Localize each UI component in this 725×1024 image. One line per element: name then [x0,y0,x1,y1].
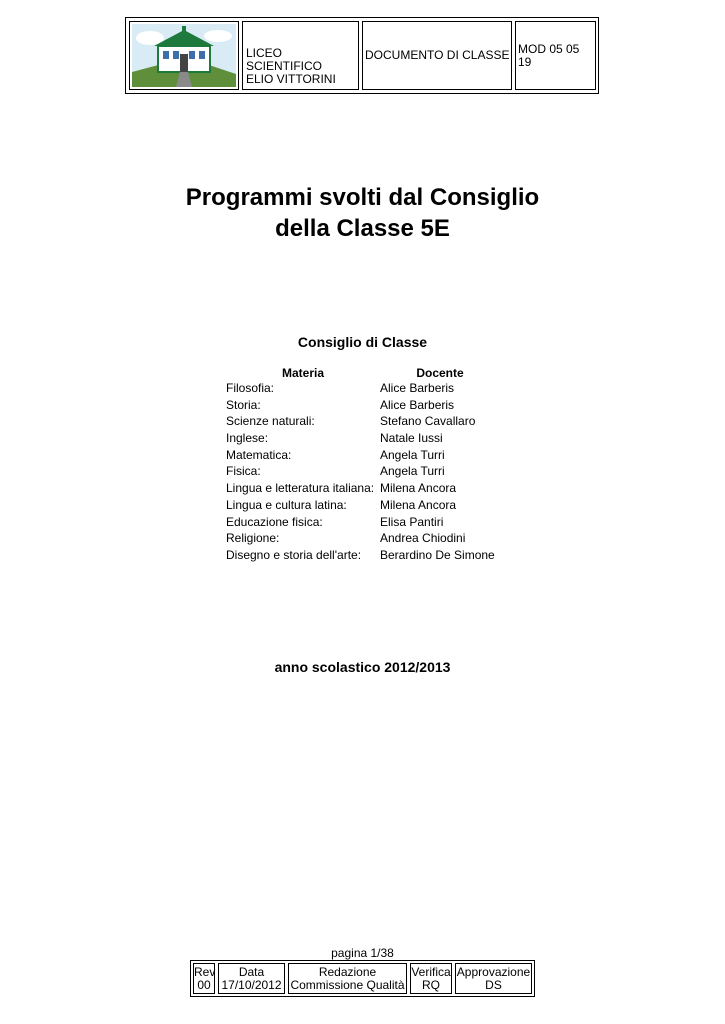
teacher-cell: Alice Barberis [380,397,455,412]
school-year: anno scolastico 2012/2013 [274,659,451,675]
teacher-cell: Andrea Chiodini [380,531,466,546]
council-row [226,413,510,430]
teacher-cell: Alice Barberis [380,381,455,395]
teacher-cell: Angela Turri [380,464,445,479]
footer-rev-value: 00 [197,978,211,992]
council-rows [226,380,510,564]
module-code: MOD 05 05 19 [515,21,596,90]
document-type: DOCUMENTO DI CLASSE [362,21,512,90]
footer-draft [288,963,407,994]
title-line1: Programmi svolti dal Consiglio [185,184,540,211]
footer-date [218,963,285,994]
council-row [226,480,510,497]
school-name-cell [242,21,359,90]
council-row [226,397,510,414]
footer-check [410,963,452,994]
title-line2: della Classe 5E [275,215,450,242]
subject-cell: Fisica: [226,464,261,479]
subject-cell: Disegno e storia dell'arte: [226,547,362,562]
footer-approval [455,963,532,994]
footer-check-value: RQ [422,978,440,992]
school-name-line2: ELIO VITTORINI [246,72,336,86]
council-heading: Consiglio di Classe [297,334,428,350]
council-row [226,380,510,397]
teacher-cell: Milena Ancora [380,481,457,496]
subject-cell: Inglese: [226,431,269,446]
footer-draft-label: Redazione [318,965,377,979]
council-row [226,514,510,531]
council-row [226,447,510,464]
column-subject: Materia [281,366,325,380]
subject-cell: Lingua e letteratura italiana: [226,481,375,496]
footer-check-label: Verifica [411,965,451,979]
teacher-cell: Stefano Cavallaro [380,414,476,429]
subject-cell: Filosofia: [226,381,275,395]
council-row [226,530,510,547]
council-table [226,366,510,564]
revision-footer [190,960,535,997]
school-name-line1: LICEO SCIENTIFICO [246,46,323,73]
footer-approval-value: DS [485,978,502,992]
teacher-cell: Berardino De Simone [380,547,495,562]
footer-rev [193,963,215,994]
footer-draft-value: Commissione Qualità [290,978,405,992]
subject-cell: Religione: [226,531,280,546]
council-row [226,463,510,480]
footer-date-value: 17/10/2012 [221,978,282,992]
council-row [226,497,510,514]
council-row [226,430,510,447]
page-number: pagina 1/38 [331,946,394,960]
column-teacher: Docente [416,366,464,380]
council-row [226,547,510,564]
footer-rev-label: Rev [194,965,216,979]
footer-date-label: Data [238,965,265,979]
teacher-cell: Natale Iussi [380,431,443,446]
teacher-cell: Angela Turri [380,447,445,462]
document-header [125,17,599,94]
teacher-cell: Elisa Pantiri [380,514,444,529]
subject-cell: Educazione fisica: [226,514,323,529]
council-table-header [226,366,510,380]
subject-cell: Lingua e cultura latina: [226,497,347,512]
school-building-logo-icon [132,24,236,87]
teacher-cell: Milena Ancora [380,497,457,512]
footer-approval-label: Approvazione [456,965,531,979]
logo-cell [129,21,239,90]
subject-cell: Scienze naturali: [226,414,315,429]
subject-cell: Storia: [226,397,261,412]
subject-cell: Matematica: [226,447,292,462]
page-title [0,182,725,244]
